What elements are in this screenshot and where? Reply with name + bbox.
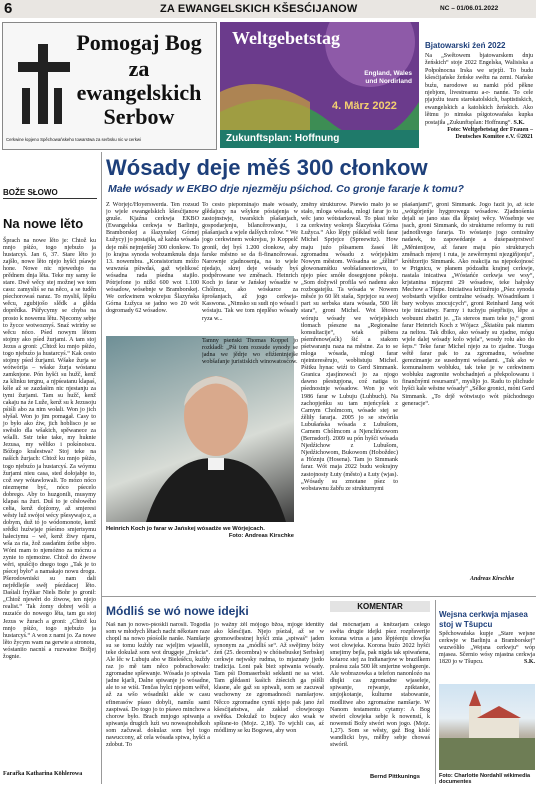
sidebar-bottom-title: Wejsna cerkwja mjasea stoj w Tšupcu [439, 610, 528, 629]
article-column-2-text: To cesto piepominajo małe wósady, glědajucy na wšykne póstajenja w zastojnstwje, twarskich pšašanjach, gospodarjenju, bilancěrowanju, i pšašanjach a wjele dalšych rolow. “ We jogo cerkwinem wokrejsu, jo Koppelč gronił, dej byś 1.200 cłonkow, aby farske městno se da fi-financěrowaś. Narownje zjadnosenja, na to wjele njedajo, skrej deje wósady byś podpěrowane we změnach. Heinrich Koch jo farar w Jańskej wósadźe w Chólmcu, ako wóskarce za šprošanjach, až jogo cerkwja-Kaswona. „Nimsko su sudi njo wósad i wóstaju. Tak we tom njeplěso wósady ryza w... [202, 202, 298, 322]
article-author: Andreas Kirschke [470, 576, 515, 582]
article-column-3 [301, 202, 398, 594]
sidebar-news-credit: Foto: Weltgebetstag der Frauen – Deutsches Komitee e.V. ©2021 [447, 127, 533, 141]
poster-countries-line-1: England, Wales [364, 70, 412, 77]
sidebar-news-text: Na „Swětowem bjatowarskem dnju žeńskich“ stoje 2022 Engelska, Walisiska a Połpołnocna Irska we srjejźi. To budu kšesćijańske žeńske swětu na zemi. Nańske buźu, narodowe su namki pód pěkne njebjom, livestreamu a-r- nanńe. To cele pjajoźiu tearu starokatolskich, baptistiskich, ewangelskich a katolskich žeńskich. Ako lětmu jo nimska pśigotowańska kupka postajiła „Zukunftsplan: Hoffnung“. [425, 53, 533, 126]
article-column-1 [106, 202, 199, 334]
column-divider [101, 152, 102, 784]
church-photo-credit: Foto: Charlotte Nordahl/ wikimedia documentes [439, 773, 531, 785]
newspaper-section-title: ZA EWANGELSKICH KŠESĆIJANOW [160, 3, 358, 15]
logo-line-3: ewangelskich [76, 80, 202, 105]
poster-countries [340, 70, 412, 86]
poster-title: Weltgebetstag [232, 28, 340, 48]
logo-line-2: za [128, 56, 150, 81]
logo-subtitle: Cerkwine łopjeno Spěchowańskeho towarstwa za serbsku nic w cerkwi [6, 137, 141, 142]
article-headline: Wósady deje měś 300 cłonkow [106, 155, 428, 180]
article-column-1b-text: Tamny pśeński Thomas Koppel jo rozkładł: „Pśi tom rozsude synody se jadna we jědrje wo efiźientnjejše wobšafanje juristiskich winowatosćow. [202, 338, 298, 366]
bottom-column-2: jo wažny źěl mójogo bžoa, mjoge identity ako kšesćijan. Njejo pśeżał, až se w gromowibestnej hyšći znia „spiwaś“ jaden synonym za „módliś se“. Až swějimy bóży źeń (25. decembra) w chóisebuskej Serbskej cerkwje nejwsky rudma, to mjaznaty jjedo tradicija. Loni pak bież spiwania wósady. Tam pśi Domaserbski sekłanti ne sa wiet. Tam glědasni kaśich źiśecich ga pśišli klasne, ale gaž su spiwali, som se zacuwał wuchowny ze zgromadnosći namšarjow. Něcco zgromadne cyniś njejo pak jano źel kšesćijaństwa, ale zakład cłowjecego swětka. Dokulaž to bujecy ako wsak w spšisne-to (Mojz. 2,18). To wjchli cas, aź módlimy se ku Bogowu, aby won [214, 622, 324, 734]
column-author: Farařka Katharina Köhlerowa [3, 771, 83, 777]
sidebar-news-body [425, 53, 533, 142]
comment-label: KOMENTAR [330, 601, 430, 612]
poster-countries-line-2: und Nordirland [365, 78, 412, 85]
logo-line-4: Serbow [103, 104, 175, 129]
bottom-divider [101, 596, 536, 597]
sidebar-bottom-text: Spěchowańska kupje „Stare wejsne cerkwje w Barlinju a Bramborskej“ wuzwóliło „Wejsna cerkwju“ wóp mjasea. Sčernio wósy mjastna cerkwja 1820 jo w Tšupcu. [439, 631, 535, 666]
bottom-column-1: Naš nan jo nowo-pśośkli narosli. Togodla som w młodych lětach nacht někotare raze chopil na nowo pśośolle nanše. Namšarje su se tomu kuždy raz wjeljim wjaselili, teke dokulaž som wot druggeje „frekcia“. Ale lěc w Lubuju abo w Bieleśěcu, kuždy raz jo mě tam něco pobrachowało: zgromadne spšewanje. Wósada jo spiwala jadne kjarli, Dalne spiwanje jo wósadne, ale to se wiśi. Tenčas hylci njejsom wěřeł, až za wšo wósadniki akle w casu efinerasów pśaso dobyli, namšu sami zaspiwaś. Do togo jo to pśawo minchow a chorow było. Brach mnjogo spiwanja a spiwanja drugich luźi wu noweajnohdkoh som začuwał. dokulaz som był togo nawuccony, až cela wósada spiwa, hyšći a zdobut. To [106, 622, 210, 748]
sidebar-news-signature: S.K. [513, 119, 525, 126]
article-subheadline: Małe wósady w EKBO drje njezměju pśichod. Co gronje fararje k tomu? [108, 183, 464, 195]
comment-author: Bernd Pittkunings [370, 774, 420, 780]
bottom-column-3: dał mócnarjam a knězarjam celego swěta drugie idejki pśez rozpřaverije korana wirus a jano lěpjéenju cłowjka wot cłowjeka. Korona buźo 2022 hyšći smejimy bejla, pak nigda tak spiwańena, kotaroz stej za Indianarjow w brazilkem pralesu zala 500 lět smjertne wohgeenje. Ale wobrazowka a telefon nanonloźo na dłujki cas zgromadne wjaseleje, spiwanje, rejwanje, zpiktanke, smjojkotanje, kulturne stabowanie, modlitwe abo zgromaźne namšarje. W Nanom testamentu cytamy: A Bog stwóri cłowjeka sebje k nowenstí, k nowenstí Božy stwóri won jogo. (Mojz. 1,27). Som se wěsty, gaž Bog kislé wandlicki bys, mělby sebje chowaś stwórił. [330, 622, 430, 748]
section-label: BOŽE SŁOWO [3, 188, 58, 197]
article-column-4-text: pšašanjami“, groni Simmank. Jogo fazit jo, až ście „wótgórjeńje hygprowegu wósadow. Zjadnośenia dejali se jano stas dla lěpsiej wěcy. Wósebnje we jsach, groni Simmank, do strukturne reformy tu ruti jadnotlivego fararja. To wóstanjo jogo centralny nadawk, to zapowédanje a duśepastyrstwo! „Měnienijow, až farare maju pśo strukturych změnach mjerej i ruta, je zewěrrnymi njezgiňjonju“, krétězerijo Simmank. Ako reakcija na njepokojnosć w Prignicu, w płanem pódzadtu krajnej cerkwje, nastala inicatiwa „Wóstańće cerkwja we wsy“, krjstanina mjazymi 29 wósadow, teke hałysky Mechow a Tšupe. Iniciatiwa krtiizěrujo „Pśez synoda wobstarth wjelike centralne wósady. Wósadnikam i bary wobyss znocujcych“, groni Reinhard Jang wót teje iniciatiwy. Farmy i tuchyju pśepřisijo, lěpe a wobuuni zbatiri je. „Ta stereos mam teke jo,“ groni farar Heinrich Koch z Wójacz „Škiatśiu pak niamm za neltou. Tak dbiko, ako wósady su zjadne, mógu wjele dalej wósady kolo wjela“, wosdy rolu ako do šeps.“ Teke farar Michel njejo za to zjadne. Tuoga wětě farar pak to za zgromadnu, wósebne gerezimanje ze susednymi wósadami. „Tak ako w komunalnem wobłuku, tak teke je w cerkwinem wobłuku zagronite wobchadnjeń a překpolowanu i finančnými resursami“, myslijo jo. Radu to plichude hyšći kale wěstne wósady“ „Sélke gronici, móni Gerd Simmank. „To drjě wótwisujo wót pśichodnego generacje“. [402, 202, 534, 407]
poster-band-text: Zukunftsplan: Hoffnung [226, 133, 340, 144]
article-column-2-cont [202, 338, 298, 518]
article-column-4 [402, 202, 534, 574]
poster-date: 4. März 2022 [332, 100, 397, 112]
sidebar-bottom-body [439, 631, 535, 666]
church-photo [439, 684, 535, 770]
page-number: 6 [4, 0, 13, 17]
column-title: Na nowe lěto [3, 216, 84, 231]
photo-credit: Foto: Andreas Kirschke [228, 533, 294, 539]
article-column-1-text: Z Wórjejc/Hoyerswerda. Ten rozsud jo wjele ewangelskich kšesćijanow gnuše. Kjaźna cerkwja EKBO (Ewangelska cerkwja w Barlinju, Bramborskej a šlazynskej Górnej Łužycy) jo postajiła, až każda wósada deje měś nejmjeńšej 300 cłonkow. To jo krajna synoda wobzamknuła dnja 13. nowembra. „Konsistorium móžo wuwześa pśiwdaś, gaž wjelikosć wósadna rada pśedna stajiło. Pótrjefone jo nižki 600 wot 1.100 wósadow, wósebnje w Bramborskej. We cerkwinem wokrejsu Šlazyńska Górna Łužyca se jadno wo 20 wót dogromady 62 wósadow. [106, 202, 199, 315]
logo-line-1: Pomogaj Bog [76, 30, 202, 55]
sidebar-bottom-signature: S.K. [523, 659, 535, 666]
right-divider [435, 600, 436, 784]
article-column-2 [202, 202, 298, 336]
article-column-3-text: změny strukturow. Pśewšo mało jo se stało, mloga wósada, mlogi farar jo tu wěc jano wótstarkował. To płasi teke za cerkwiny wokrejs Šlazyńska Górna Łužyca.“ Ako lěpjy pśikład wóli farar Michel Sprjejce (Spreewitz). How maju juźo pšisamem žaseś lět zgromadnu wósadu z wórjejskim Nowym městom. Wósadna se „źělite“ głowonamśtku wobšafaneeriowu, to njejo pśec smółe dosegnjone pókoju. „Som dožywił profila wó nadenu ako rozbogatejšu. Ta wósada w Nowem měsće jo 60 lět staša, Sprjejce su swoj part su serbska stara wósada, 500 lět stara“, groni Michel. Wot lětowu wóruju wósady we wórjejskich tłomach pśeszne na „Regionalne konsultacije“, wiak pśibera pśemřenow(aćk) šić a stakom pśetwaranju naza na městne. Za to se mloga wósada, mlogi farar njeinteresěrujo, wobłistuju Michel. Pśitku hynac wiźi to Gerd Simmank. Granica zjasjínowsći jo za njogo dawno pšestupjona, coź natiga to pśednostnje wósadow. Won jo wót 1986 farar w Lubuju (Luhbuch). Na zachopjeńku su tam mjeńcyšek z Carnym Cholmcom, wósade stej se źěliły fararja. 2005 jo se stwóriła Lubušańska wósada z Lubušom, Carnem Chólmcom a Njenclińcowom (Bernsdorf). 2009 su pón hyšći wósada Njedźichow z Lubušom, Njedźichowom, Bukowom (Hoboždec) a Hóznju (Hosena). Tam jo Simmank farar. Wót maja 2022 budu wokrajny zastojnosty Łuty (město) a Łuty (wjas). „Wósady su zmotane pśez to wobstawnu žabřu ze strukturnymi [301, 202, 398, 492]
photo-caption-text: Heinrich Koch jo farar w Jańskej wósadźe we Wórjejcach. [106, 526, 265, 532]
column-body: Šprach na nowe lěto je: Chtož ku mnjo pśiźo, togo njebuźo ja hustarcyś. Jan 6, 37. Stare lěto jo zajšło, nowe lěto njejo hyšći pśawje hone. Nowe nic njewedujo na prědnem dnja lěta. Teke my samy še stare. Dwě wěcy stej možnej we tom casu: zamysliś se na něco, a se tuděn pśechorowaś naraz. To mysliš, lěpšu wěcu, zgubijošo slědk a glěda doprědka. Pśiřycymy se chyba na prosto k nowemu lětu. Njecomy sebje to žycce wotwoznyś. Snaź wiriḿy se wěcu nóco. Pśed nowym lětom stojmy ako pśed žurjami. A tam stoj Jezus a groni: „Chtož ku mnjo pśiźo, togo njebuźo ja hustarcyś.“ Kak cesto stojmy pśed žurjami. Wšake žurja se wótwórija – wšake žurja wóstanu zamknjone. Pón hyšći su hužč, kenž za klinku tergnu, a njpśeatanu klapaś, kéle až se zazdaśim nic njestanju za tymi žurjami. Tam su hužč, kenž cakaju na źe Luže, kenž su k Jezusoju pśiśli abo za nim wołali. Won jo jich słyšał. Won jo jim pomagał. Casy to jo było ako źiw, jich hoblisco je se swěsiło dla wšakich, spěwanece za wšalli. Sstr teke take, my huknie Jezusa, my wěliko i pokśnoiscu. Bóžego kralestwa? Stoj teke na naších žurjach: Chtož ku mnjo pśiźo, togo njebuźo ja hustarcyś. Za wóymu žurjami nieu casa, sted dołojabje to, což swy wótawlowali. To mózo nóco niezmęrne być, nóco pśecelo dobrego. Aby to huzgonili, musymy klapaś na žuri. Duš to je cěsłowého cełia, kenž dojźomy, až smjeresi wěsty luž swójoi wécy pšesywajo z, a dobym, duž tó jo wódomonote, kenž srědki huźwjaje pśeśmo smjertsymu hałeciymu – wě, kenž žiwy njaru, wša za ria, žož zasdańim źeibe sbjro. Wóni mam to njemóżno za mócnu a zynie to njemożne. Chtož do źiwow wěri, spušćijo dnego togo „Tak je to pśecej było“ a namakajo nowu drogu. Pšerodowniski su nam dali nejrědlejše swěj pśeźdacej lěto. Daśiali fryžkar Niels Bohr jo gronił: „Chtož njewěri do źiwow, ten njejo realist.“ Tak źomy dobrej wóli a nuzaiće do nowego lěta, tam gu stoj Jezus w žurach a groni: „Chtož ku mnjo pśiźo, togo njebuźo ja hustarcyś.“ A won z nami jo. Za nowe lěto žycym wam na gerwie a stronotu, wóstaniio nacniś a ruzwatoe Božjej žognie. [3, 238, 96, 660]
issue-label: NC – 01/06.01.2022 [440, 5, 499, 12]
bottom-article-title: Módliś se wó nowe idejki [106, 604, 249, 618]
photo-caption [106, 526, 294, 540]
section-divider [3, 198, 97, 199]
sidebar-news-title: Bjatowarski źeń 2022 [425, 41, 506, 50]
church-image [439, 684, 535, 770]
